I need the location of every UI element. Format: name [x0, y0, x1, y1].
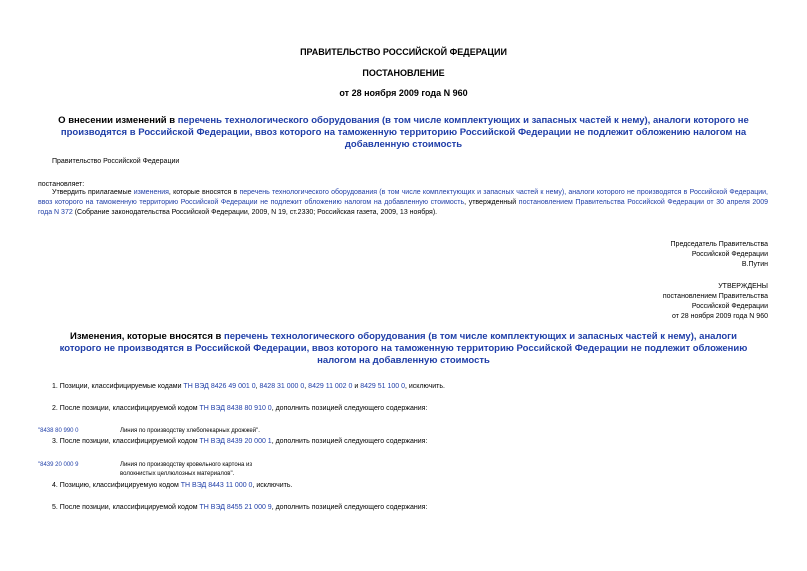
table-row-2-text-1: Линия по производству кровельного картона из: [120, 462, 253, 468]
table-row-1-text: Линия по производству хлебопекарных дрожжей".: [120, 428, 260, 434]
p1-link-list[interactable]: перечень технологического оборудования (в том числе комплектующих и запасных частей к нему), аналоги которого не производятся в Российской Федерации, ввоз которого на таможенную территорию Российской Федерации не подлежит обложению налогом на добавленную стоимость: [38, 189, 768, 206]
item-1-sep-2: ,: [304, 383, 309, 390]
signature-line-1: Председатель Правительства: [670, 241, 768, 248]
signature-line-2: Российской Федерации: [691, 251, 768, 258]
doc-title-prefix: О внесении изменений в: [58, 115, 178, 126]
approved-block: [663, 282, 768, 322]
item-2-text-b: , дополнить позицией следующего содержания:: [271, 405, 428, 412]
p1-text-c: , утвержденный: [464, 199, 519, 206]
changes-title: [48, 331, 759, 367]
item-5: [52, 503, 427, 513]
item-5-link[interactable]: ТН ВЭД 8455 21 000 9: [199, 504, 272, 511]
item-1-text-a: 1. Позиции, классифицируемые кодами: [52, 383, 184, 390]
doc-title-link[interactable]: перечень технологического оборудования (в том числе комплектующих и запасных частей к нему), аналоги которого не производятся в Российской Федерации, ввоз которого на таможенную территорию Российской Федерации не подлежит обложению налогом на добавленную стоимость: [60, 115, 749, 150]
item-1: [52, 382, 445, 392]
item-4-link[interactable]: ТН ВЭД 8443 11 000 0: [180, 482, 253, 489]
approved-line-4: от 28 ноября 2009 года N 960: [672, 313, 768, 320]
p1-text-d: (Собрание законодательства Российской Федерации, 2009, N 19, ст.2330; Российская газета, 2009, 13 ноября).: [72, 209, 438, 216]
item-1-link-3[interactable]: 8429 11 002 0: [308, 383, 353, 390]
doc-type-heading: ПОСТАНОВЛЕНИЕ: [362, 68, 445, 78]
changes-title-link[interactable]: перечень технологического оборудования (в том числе комплектующих и запасных частей к нему), аналоги которого не производятся в Российской Федерации, ввоз которого на таможенную территорию Российской Федерации не подлежит обложению налогом на добавленную стоимость: [59, 331, 748, 366]
item-1-sep-1: ,: [255, 383, 260, 390]
paragraph-1: [38, 188, 768, 218]
item-2: [52, 404, 427, 414]
item-4-text-b: , исключить.: [252, 482, 293, 489]
item-5-text-b: , дополнить позицией следующего содержания:: [271, 504, 428, 511]
p1-link-decree[interactable]: постановлением Правительства Российской Федерации от 30 апреля 2009 года N 372: [38, 199, 768, 216]
item-4: [52, 481, 292, 491]
changes-title-prefix: Изменения, которые вносятся в: [70, 331, 224, 342]
item-1-link-4[interactable]: 8429 51 100 0: [360, 383, 405, 390]
item-4-text-a: 4. Позицию, классифицируемую кодом: [52, 482, 181, 489]
item-2-link[interactable]: ТН ВЭД 8438 80 910 0: [199, 405, 272, 412]
signature-line-3: В.Путин: [741, 261, 768, 268]
doc-title: [40, 115, 767, 151]
item-1-text-b: , исключить.: [405, 383, 445, 390]
table-row-2-code[interactable]: "8439 20 000 9: [38, 462, 79, 468]
item-1-sep-3: и: [352, 383, 361, 390]
table-row-2-text-2: волокнистых целлюлозных материалов".: [120, 471, 235, 477]
item-1-link-1[interactable]: ТН ВЭД 8426 49 001 0: [183, 383, 256, 390]
item-3-link[interactable]: ТН ВЭД 8439 20 000 1: [199, 438, 272, 445]
item-3-text-b: , дополнить позицией следующего содержания:: [271, 438, 428, 445]
item-2-text-a: 2. После позиции, классифицируемой кодом: [52, 405, 200, 412]
p1-text-a: Утвердить прилагаемые: [52, 189, 134, 196]
item-3-text-a: 3. После позиции, классифицируемой кодом: [52, 438, 200, 445]
approved-line-2: постановлением Правительства: [662, 293, 768, 300]
doc-date: от 28 ноября 2009 года N 960: [339, 88, 468, 98]
signature-block: [671, 240, 768, 270]
p1-link-changes[interactable]: изменения: [133, 189, 169, 196]
gov-heading: ПРАВИТЕЛЬСТВО РОССИЙСКОЙ ФЕДЕРАЦИИ: [300, 47, 507, 57]
approved-line-3: Российской Федерации: [691, 303, 768, 310]
item-1-link-2[interactable]: 8428 31 000 0: [259, 383, 305, 390]
item-5-text-a: 5. После позиции, классифицируемой кодом: [52, 504, 200, 511]
approved-line-1: УТВЕРЖДЕНЫ: [718, 283, 768, 290]
gov-label: Правительство Российской Федерации: [52, 158, 180, 165]
p1-text-b: , которые вносятся в: [168, 189, 240, 196]
table-row-1-code[interactable]: "8438 80 990 0: [38, 428, 79, 434]
decides-label: постановляет:: [38, 181, 85, 188]
item-3: [52, 437, 427, 447]
